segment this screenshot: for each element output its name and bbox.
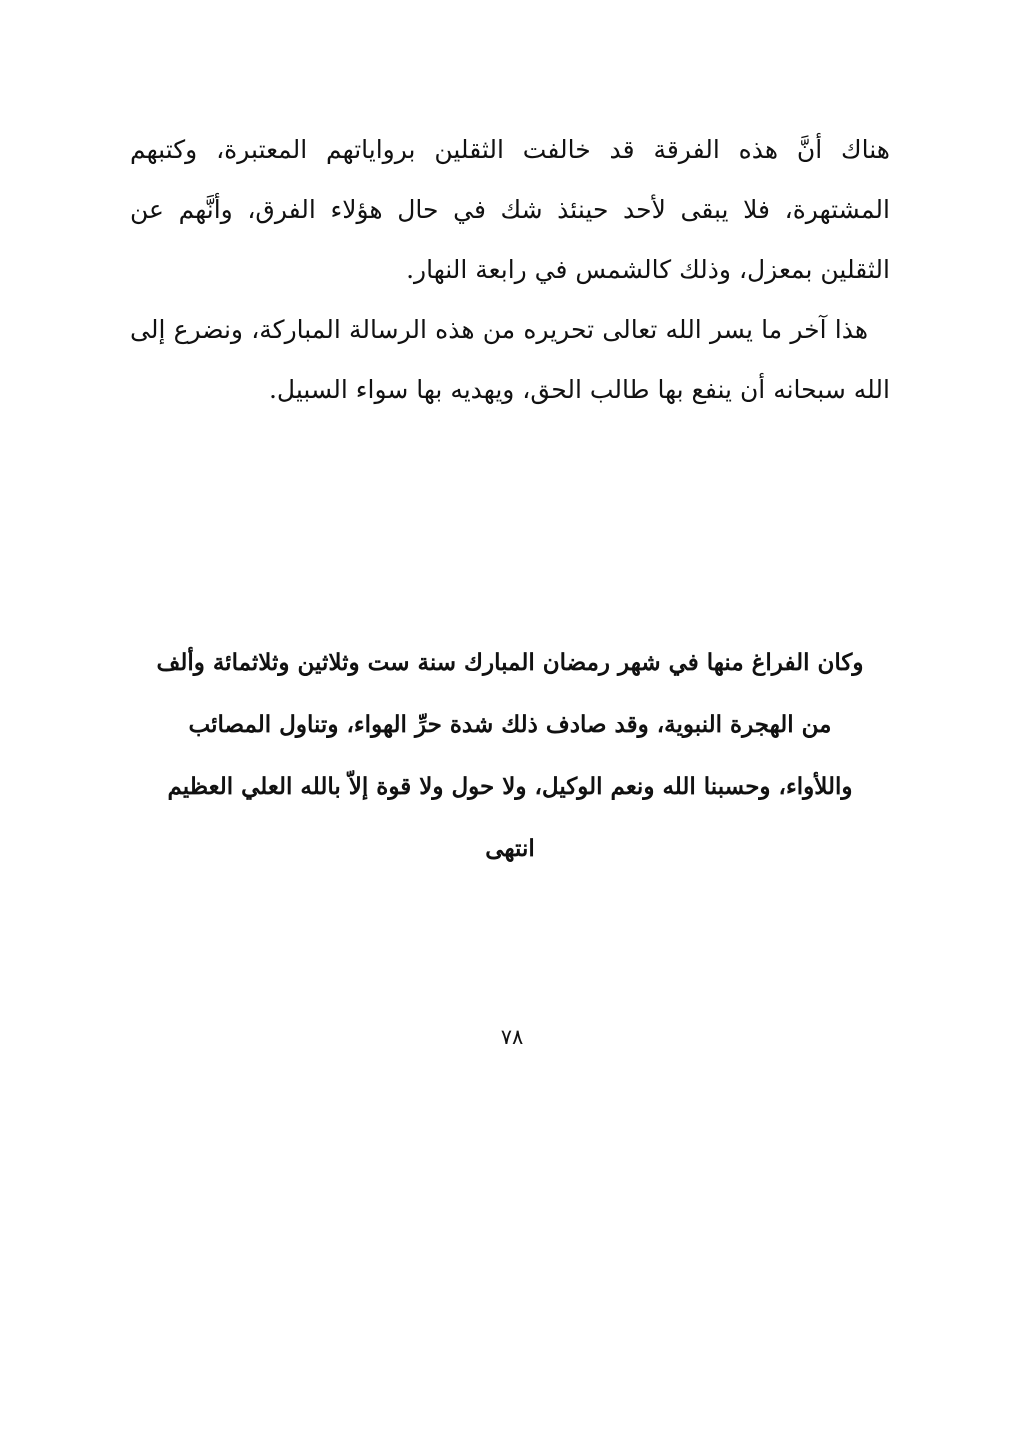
paragraph-closing-prayer: هذا آخر ما يسر الله تعالى تحريره من هذه الرسالة المباركة، ونضرع إلى الله سبحانه أن ينفع بها طالب الحق، ويهديه بها سواء السبيل. <box>130 315 890 404</box>
colophon-text: وكان الفراغ منها في شهر رمضان المبارك سنة ست وثلاثين وثلاثمائة وألف من الهجرة النبوية، وقد صادف ذلك شدة حرِّ الهواء، وتناول المصائب واللأواء، وحسبنا الله ونعم الوكيل، ولا حول ولا قوة إلاّ بالله العلي العظيم <box>156 649 864 800</box>
body-text <box>130 120 890 420</box>
end-word: انتهى <box>485 835 535 862</box>
paragraph-closing-argument: هناك أنَّ هذه الفرقة قد خالفت الثقلين برواياتهم المعتبرة، وكتبهم المشتهرة، فلا يبقى لأحد حينئذ شك في حال هؤلاء الفرق، وأنَّهم عن الثقلين بمعزل، وذلك كالشمس في رابعة النهار. <box>130 135 890 284</box>
page-number: ٧٨ <box>500 1025 524 1049</box>
colophon <box>130 632 890 880</box>
